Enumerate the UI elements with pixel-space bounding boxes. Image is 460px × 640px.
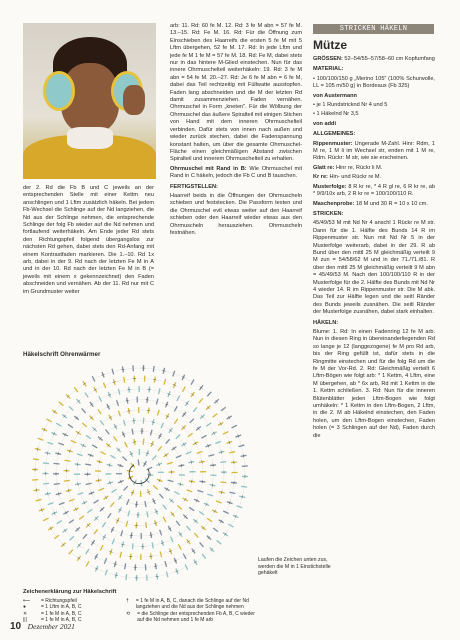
stitch-mark: [100, 420, 104, 425]
legend-right: [126, 598, 258, 624]
stitch-mark: [216, 501, 222, 503]
stitch-cross: [242, 495, 243, 498]
stitch-mark: [65, 460, 71, 461]
stitch-mark: [167, 462, 173, 464]
crochet-chart-marks: [32, 365, 248, 581]
stitch-mark: [228, 524, 233, 527]
legend-row: [126, 611, 258, 624]
stitch-mark: [166, 439, 170, 444]
direction-arrow: [129, 465, 149, 484]
material-2: [313, 93, 435, 100]
legend-text: = Richtungspfeil: [41, 598, 77, 604]
middle-text-3: Haarreif beids in die Öffnungen der Ohrmuscheln schieben und feststecken. Die Passform testen und die Ohrmuschel evtl etwas weiter auf den Haarreif schieben oder den Haarreif wieder etwas aus den Ohrmuscheln herausziehen. Ohrmuscheln festnähen.: [170, 192, 302, 236]
stitch-mark: [94, 529, 98, 534]
general-label: ALLGEMEINES:: [313, 131, 356, 138]
stricken-text: 45/49/53 M mit Nd Nr 4 anschl 1 Rückr re M str. Dann für die 1. Hälfte des Bunds 14 R im Rippenmuster str. Nun mit Nd Nr 5 in der Musterfolge weiterarb, dabei in der 29. R ab Bund über den mittl 25 M gleichmäßig verteilt 9 M zun = 54/58/62 M und in der 71./71./81. R über den mittl 25 M gleichmäßig verteilt 9 M abn = 45/49/53 M. Nach den 100/100/110 R in der Musterfolge für die 2. Hälfte des Bunds mit Nd Nr 4 wieder 14. R im Rippenmuster str. Die M abk. Das Teil zur Hälfte legen und die seitl Ränder des Bunds jeweils zusnähen. Die seitl Ränder der Musterfolge zusnähen, dabei stark einhalten.: [313, 220, 435, 316]
right-column: [313, 56, 435, 442]
general-5-body: 18 M und 30 R = 10 x 10 cm.: [354, 200, 428, 207]
stitch-mark: [229, 452, 235, 453]
stitch-mark: [59, 502, 65, 504]
stitch-cross: [127, 411, 130, 412]
stitch-mark: [157, 410, 159, 416]
material-brand-1: von Austermann: [313, 92, 357, 99]
stitch-cross: [154, 566, 157, 567]
stitch-mark: [33, 459, 39, 460]
stitch-mark: [215, 441, 221, 443]
stitch-cross: [153, 379, 156, 380]
stitch-cross: [115, 575, 118, 576]
stitch-mark: [176, 455, 182, 457]
stitch-mark: [128, 511, 130, 517]
legend-text: = 1 fe M in A, B, C, danach die Schlinge auf der Nd langziehen und die Nd aus der Schlinge nehmen: [135, 598, 249, 611]
stitch-mark: [110, 502, 114, 507]
stitch-mark: [108, 513, 111, 518]
stitch-mark: [77, 454, 83, 456]
ear-warmer-left: [43, 71, 75, 111]
chart-ring: [88, 421, 193, 526]
stitch-mark: [159, 388, 160, 394]
general-2: [313, 165, 435, 172]
stitch-cross: [47, 452, 48, 455]
stitch-mark: [98, 409, 101, 414]
legend-title: Zeichenerklärung zur Häkelschrift: [23, 589, 117, 595]
chart-ring: [119, 452, 161, 494]
stitch-mark: [64, 480, 70, 481]
general-4: [313, 184, 435, 199]
stitch-mark: [43, 518, 48, 521]
stitch-mark: [188, 433, 193, 437]
stitch-mark: [124, 420, 126, 426]
stitch-mark: [57, 521, 62, 524]
stitch-mark: [86, 561, 89, 566]
stitch-mark: [85, 393, 88, 398]
stitch-cross: [156, 576, 159, 577]
stitch-mark: [168, 480, 174, 482]
general-1-body: Ungerade M-Zahl. Hinr: Rdm, 1 M re, 1 M li im Wechsel str, enden mit 1 M re, Rdm. Rückr: M str, wie sie erscheinen.: [313, 140, 435, 162]
stitch-mark: [213, 414, 218, 418]
stitch-mark: [118, 411, 120, 417]
stitch-mark: [69, 520, 74, 523]
stitch-cross: [212, 484, 213, 487]
legend-text: = die Schlinge der entsprechenden Fb A, B, C wieder auf die Nd nehmen und 1 fe M arb: [137, 610, 255, 624]
material-4: • 1 Häkelnd Nr 3,5: [313, 111, 359, 118]
stitch-cross: [162, 370, 165, 371]
general-1-lead: Rippenmuster:: [313, 140, 353, 147]
stitch-cross: [181, 464, 182, 467]
stitch-mark: [54, 484, 60, 485]
stitch-mark: [46, 419, 51, 422]
stitch-mark: [199, 511, 204, 514]
middle-text-2-body: Wie Ohrmuschel mit Rand in C häkeln, jedoch die Fb C und B tauschen.: [170, 165, 302, 180]
stitch-mark: [152, 542, 153, 548]
stitch-mark: [112, 369, 114, 375]
page-number: 10: [10, 621, 22, 632]
material-5: [313, 121, 435, 128]
stitch-cross: [121, 369, 124, 370]
page-footer: [10, 621, 75, 632]
general-3-body: Hin- und Rückr re M.: [327, 174, 382, 181]
stitch-mark: [58, 443, 64, 445]
stitch-mark: [163, 505, 167, 510]
stitch-cross: [202, 460, 203, 463]
legend-text: = 1 Lftm in A, B, C: [41, 604, 82, 611]
stitch-mark: [118, 389, 119, 395]
stitch-mark: [191, 379, 194, 384]
stitch-mark: [153, 366, 154, 372]
stitch-mark: [105, 570, 107, 576]
stitch-cross: [98, 479, 99, 482]
sizes-value: 52–54/55–57/58–60 cm Kopfumfang: [342, 56, 435, 62]
chart-ring: [98, 431, 182, 515]
stitch-mark: [104, 558, 106, 564]
stitch-mark: [43, 483, 49, 484]
stitch-mark: [68, 424, 73, 427]
middle-text-1: arb: 11. Rd: 60 fe M. 12. Rd: 3 fe M abn = 57 fe M. 13.–15. Rd: Fe M. 16. Rd: Für die Öffnung zum Einschieben des Haarreifs die ersten 5 fe M mit 5 Lftm übergehen, 52 fe M. 17. Rd: In jede Lftm und jede fe M 1 fe M = 57 fe M. 18. Rd: Fe M, dabei stets nur in das hintere M-Glied einstechen. Nun für das innere Ohrmuschelteil weiterhäkeln: 19. Rd: 3 fe M abn = 54 fe M. 20.–27. Rd: Je 6 fe M abn = 6 fe M, dabei das Teil rechtzeitig mit Füllwatte ausstopfen. Faden lang abschneiden und die M der letzten Rd damit zusammenziehen. Faden vernähen. Ohrmuschel in Form „kneten". Für die Wölbung der Ohrmuschel das äußere Spiralteil mit einigen Stichen von Hand mit dem inneren Ohrmuschelteil verbinden. Dafür stets von innen nach außen und wieder zurück stechen, dabei die Fadenspannung konstant halten, um über die gesamte Ohrmuschel-Fläche einen gleichmäßigen Abstand zwischen Spiralteil und innerem Ohrmuschelteil zu erhalten.: [170, 23, 302, 163]
left-intro-text: der 2. Rd die Fb B und C jeweils an der entsprechenden Stelle mit einer Kettm neu anschlingen und 1 Lftm zusätzlich häkeln. Bei jedem Fb-Wechsel die Schlinge auf der Nd langziehen, die Nd aus der Schlinge nehmen, die entsprechende Schlinge der folg Fb wieder auf die Nd nehmen und fortlaufend weiterhäkeln. Am Ende jeder Rd stets den Richtungspfeil folgend übergangslos zur nächsten Rd gehen, dabei stets den Rd-Anfang mit einem Kontrastfaden markieren. Die 1.–10. Rd 1x arb, dabei in der 9. Rd nach der letzten Fe M in A und in der 10. Rd nach der letzten Fe M in B (= jeweils mit einem x gekennzeichnet) den Faden abschneiden und vernähen. Ab der 11. Rd nur mit C im Grundmuster weiter: [23, 185, 154, 295]
legend-row: [126, 598, 258, 611]
stitch-mark: [69, 499, 75, 501]
stitch-mark: [160, 551, 161, 557]
stitch-mark: [174, 406, 177, 411]
stitch-mark: [114, 437, 118, 442]
stitch-cross: [37, 448, 38, 451]
stitch-mark: [147, 467, 152, 470]
stitch-mark: [206, 423, 211, 426]
stitch-mark: [36, 499, 42, 501]
legend-left: [23, 598, 123, 624]
stitch-mark: [102, 522, 105, 527]
stitch-mark: [183, 554, 186, 559]
stitch-mark: [221, 482, 227, 483]
stitch-cross: [133, 442, 136, 443]
legend-text: = 1 fe M in A, B, C: [41, 610, 82, 617]
photo-scarf: [67, 127, 113, 149]
stitch-mark: [182, 387, 185, 392]
cross-icon: ✕: [23, 610, 28, 617]
left-intro-column: [23, 185, 154, 298]
stitch-mark: [199, 398, 203, 403]
stitch-mark: [185, 564, 188, 569]
legend-text: = 1 fe M in A, B, C: [41, 617, 82, 624]
stitch-mark: [177, 396, 180, 401]
stitch-mark: [99, 488, 105, 490]
stitch-mark: [201, 435, 206, 438]
stitch-mark: [158, 446, 162, 451]
crochet-chart-rings: [35, 368, 245, 578]
stitch-mark: [103, 383, 105, 389]
haekeln-text: Blume: 1. Rd: In einen Fadenring 12 fe M arb. Nun in diesen Ring in übereinanderliegenden Rd so lange je 12 (langgezogene) fe M pro Rd arb, bis der Ring gefüllt ist, dafür stets in die Ringmitte einstechen und für die folg Rd um die fe M der Vor-Rd. 2. Rd: Gleichmäßig verteilt 6 Lftm-Bögen wie folgt arb: * 1 Kettm, 4 Lftm, eine M übergehen, ab * 6x arb, Rd mit 1 Kettm in die 1. Kettm schließen. 3. Rd: Nun für die inneren Blütenblätter jeden Lftm-Bogen wie folgt umhäkeln: * 1 Kettm in den Lftm-Bogen, 2 Lftm, in die 2. M ab Häkelnd einstechen, den Faden holen, um den Lftm-Bogen einstechen, Faden holen (= 3 Schlingen auf der Nd), Faden durch die: [313, 329, 435, 439]
stitch-mark: [145, 501, 146, 507]
stitch-mark: [197, 490, 203, 492]
material-brand-2: von addi: [313, 120, 336, 127]
stitch-mark: [86, 549, 89, 554]
middle-text-2-lead: Ohrmuschel mit Rand in B:: [170, 165, 247, 172]
stitch-mark: [92, 376, 95, 381]
stitch-mark: [174, 419, 177, 424]
stitch-mark: [82, 423, 87, 427]
diagram-title: Häkelschrift Ohrenwärmer: [23, 351, 101, 358]
stitch-mark: [100, 452, 105, 455]
general-2-body: Hinr re, Rückr li M.: [334, 164, 383, 171]
chart-ring: [77, 410, 203, 536]
chart-ring: [109, 442, 172, 505]
stitch-mark: [207, 518, 212, 521]
stitch-mark: [69, 550, 73, 555]
issue-date: Dezember 2021: [27, 622, 75, 631]
stitch-cross: [191, 461, 192, 464]
stitch-mark: [138, 460, 139, 466]
stitch-mark: [174, 492, 179, 495]
stitch-cross: [192, 480, 193, 483]
chart-ring: [56, 389, 224, 557]
stitch-mark: [38, 438, 44, 440]
sizes: [313, 56, 435, 63]
general-3: [313, 174, 435, 181]
general-3-lead: Kr re:: [313, 174, 328, 181]
stitch-mark: [202, 554, 206, 559]
stitch-mark: [164, 379, 166, 385]
general-1: [313, 141, 435, 163]
stitch-cross: [126, 400, 129, 401]
stitch-mark: [239, 445, 245, 447]
stitch-mark: [200, 542, 204, 547]
stitch-mark: [99, 396, 102, 401]
material-1: • 100/100/150 g „Merino 105" (100% Schurwolle, LL = 105 m/50 g) in Bordeaux (Fb 325): [313, 75, 435, 90]
stitch-mark: [193, 407, 197, 412]
sizes-label: GRÖSSEN:: [313, 56, 343, 62]
stitch-mark: [220, 462, 226, 463]
stitch-mark: [223, 511, 228, 513]
stitch-mark: [86, 483, 92, 484]
dot-icon: ●: [23, 604, 27, 611]
stitch-cross: [47, 492, 48, 495]
stricken-label: STRICKEN:: [313, 210, 344, 217]
middle-column: [170, 23, 302, 239]
stitch-mark: [126, 521, 128, 527]
stitch-mark: [187, 490, 193, 492]
general-2-lead: Glatt re:: [313, 164, 335, 171]
stitch-mark: [83, 534, 87, 539]
stitch-mark: [56, 423, 61, 426]
stitch-mark: [132, 429, 133, 435]
stitch-mark: [177, 505, 182, 509]
stitch-mark: [127, 499, 129, 505]
stitch-mark: [47, 442, 53, 444]
material-3: • je 1 Rundstricknd Nr 4 und 5: [313, 102, 388, 109]
category-header: STRICKEN HÄKELN: [313, 24, 434, 34]
stitch-mark: [78, 493, 84, 495]
stitch-mark: [165, 561, 167, 567]
stitch-mark: [92, 445, 97, 448]
stitch-mark: [146, 522, 147, 528]
general-5: [313, 201, 435, 208]
stitch-mark: [147, 511, 148, 517]
stitch-mark: [112, 489, 117, 492]
stitch-mark: [125, 563, 126, 569]
stitch-mark: [94, 500, 99, 503]
dagger-icon: †: [126, 598, 129, 604]
stitch-mark: [221, 407, 226, 411]
stitch-cross: [149, 535, 152, 536]
stitch-mark: [176, 521, 180, 526]
stitch-mark: [48, 503, 54, 505]
stitch-mark: [237, 506, 243, 508]
stitch-cross: [150, 473, 151, 476]
stitch-mark: [231, 425, 236, 428]
stitch-mark: [241, 486, 247, 487]
stitch-mark: [161, 423, 164, 428]
stitch-mark: [100, 545, 103, 550]
page-title: Mütze: [313, 38, 347, 52]
stitch-mark: [173, 371, 175, 377]
stitch-mark: [54, 463, 60, 464]
photo-hand: [123, 85, 145, 115]
stitch-mark: [85, 464, 91, 465]
stitch-mark: [126, 574, 127, 580]
stitch-mark: [223, 432, 228, 435]
stitch-mark: [43, 463, 49, 464]
stitch-mark: [117, 400, 119, 406]
stitch-mark: [143, 439, 144, 445]
stitch-mark: [79, 516, 84, 520]
child-photo: [23, 23, 156, 179]
stitch-mark: [156, 399, 157, 405]
middle-text-2: [170, 166, 302, 181]
haekeln-label: HÄKELN:: [313, 319, 339, 326]
stitch-mark: [207, 494, 213, 496]
general-5-lead: Maschenprobe:: [313, 200, 355, 207]
crochet-chart: [24, 362, 256, 584]
bars-icon: |||: [23, 617, 27, 624]
loop-icon: ⟲: [126, 610, 131, 617]
arrow-icon: ⟵: [23, 598, 31, 604]
stitch-mark: [121, 530, 123, 536]
stitch-mark: [124, 377, 125, 383]
stitch-mark: [166, 572, 168, 578]
diagram-note: Laufen die Zeichen unten zus, werden die M in 1 Einstichstelle gehäkelt: [258, 557, 331, 577]
stitch-mark: [207, 392, 211, 397]
material-label: MATERIAL:: [313, 66, 344, 73]
stitch-mark: [71, 440, 76, 443]
stitch-mark: [170, 537, 173, 542]
stitch-mark: [106, 430, 110, 435]
stitch-mark: [110, 455, 115, 458]
stitch-mark: [112, 539, 114, 545]
general-4-body: 8 R kr re, * 4 R gl re, 6 R kr re, ab * 9/9/10x arb, 2 R kr re = 100/100/110 R.: [313, 183, 435, 198]
stitch-mark: [86, 435, 91, 438]
stitch-mark: [87, 509, 92, 513]
stitch-mark: [74, 387, 78, 392]
stitch-mark: [186, 452, 192, 454]
stitch-mark: [125, 442, 128, 447]
general-4-lead: Musterfolge:: [313, 183, 347, 190]
stitch-cross: [78, 482, 79, 485]
stitch-mark: [197, 451, 203, 453]
stitch-mark: [150, 430, 152, 436]
stitch-mark: [163, 517, 166, 522]
stitch-mark: [178, 544, 181, 549]
stitch-mark: [59, 402, 64, 406]
stitch-mark: [217, 540, 222, 544]
stitch-cross: [36, 489, 37, 492]
stitch-mark: [120, 552, 121, 558]
section-fertigstellen: FERTIGSTELLEN:: [170, 183, 218, 190]
stitch-mark: [213, 528, 218, 532]
stitch-mark: [189, 507, 194, 510]
stitch-mark: [132, 543, 133, 549]
stitch-mark: [160, 530, 162, 536]
chart-ring: [46, 379, 235, 568]
stitch-cross: [243, 454, 244, 457]
stitch-mark: [187, 526, 191, 531]
stitch-mark: [229, 492, 235, 493]
stitch-mark: [54, 535, 59, 539]
stitch-mark: [208, 455, 214, 456]
